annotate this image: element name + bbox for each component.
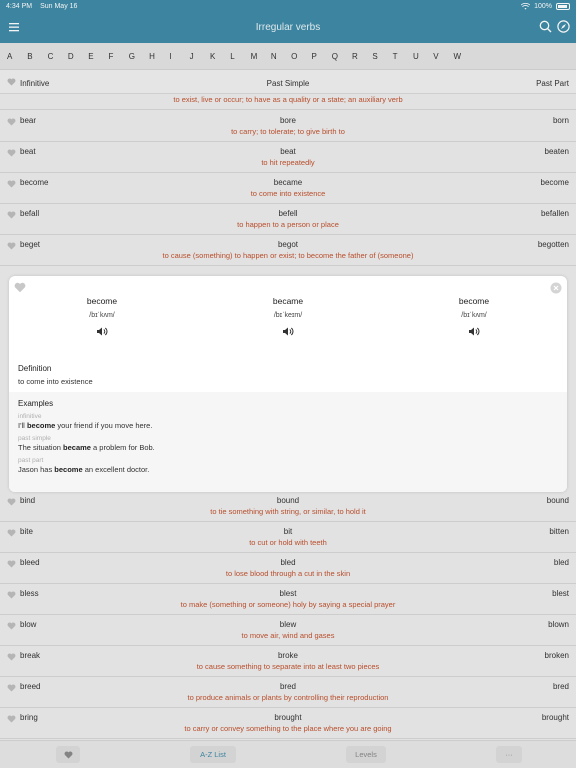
infinitive: beget [20, 240, 41, 249]
letter-o[interactable]: O [291, 51, 298, 61]
example-text: an excellent doctor. [82, 465, 150, 474]
tab-more[interactable]: ··· [496, 746, 522, 763]
past-simple: became [273, 178, 303, 187]
close-icon[interactable] [550, 282, 562, 294]
speaker-icon[interactable] [282, 326, 294, 337]
column-infinitive: Infinitive [20, 79, 50, 88]
letter-r[interactable]: R [352, 51, 358, 61]
letter-j[interactable]: J [189, 51, 194, 61]
past-participle: born [552, 116, 569, 125]
letter-h[interactable]: H [149, 51, 155, 61]
example-verb: become [26, 421, 56, 430]
letter-n[interactable]: N [270, 51, 277, 61]
definition: to produce animals or plants by controlling their reproduction [187, 693, 389, 702]
past-simple: begot [277, 240, 299, 249]
past-participle: bound [546, 496, 569, 505]
definition: to hit repeatedly [261, 158, 315, 167]
example-text: your friend if you move here. [55, 421, 153, 430]
letter-t[interactable]: T [392, 51, 398, 61]
letter-f[interactable]: F [108, 51, 114, 61]
past-participle: become [540, 178, 569, 187]
past-simple: blew [279, 620, 297, 629]
example-sentence [18, 465, 558, 474]
infinitive: blow [20, 620, 37, 629]
example-item [18, 413, 558, 430]
definition: to cut or hold with teeth [249, 538, 327, 547]
example-verb: became [63, 443, 91, 452]
definition-text: to come into existence [18, 377, 93, 386]
letter-w[interactable]: W [453, 51, 462, 61]
speaker-icon[interactable] [468, 326, 480, 337]
past-participle: beaten [544, 147, 569, 156]
infinitive: bleed [20, 558, 40, 567]
example-tag: past part [18, 457, 44, 464]
verb-detail-popup [9, 276, 567, 492]
form-ipa: /bɪˈkeɪm/ [273, 312, 303, 319]
definition: to cause something to separate into at least two pieces [196, 662, 380, 671]
past-participle: begotten [537, 240, 569, 249]
column-past-part: Past Part [536, 79, 569, 88]
past-participle: bred [552, 682, 569, 691]
past-simple: blest [279, 589, 297, 598]
example-sentence [18, 421, 558, 430]
past-simple: brought [274, 713, 302, 722]
definition: to carry; to tolerate; to give birth to [231, 127, 345, 136]
past-simple: bled [280, 558, 296, 567]
past-simple: bit [283, 527, 293, 536]
example-tag: infinitive [18, 413, 42, 420]
past-simple: beat [280, 147, 296, 156]
letter-e[interactable]: E [88, 51, 94, 61]
infinitive: breed [20, 682, 41, 691]
letter-p[interactable]: P [311, 51, 317, 61]
example-text: The situation [18, 443, 64, 452]
past-simple: bound [276, 496, 300, 505]
infinitive: bind [20, 496, 36, 505]
definition-heading: Definition [18, 364, 52, 373]
past-simple: broke [277, 651, 298, 660]
past-participle: broken [544, 651, 569, 660]
letter-v[interactable]: V [433, 51, 439, 61]
page-title: Irregular verbs [255, 22, 321, 33]
infinitive: beat [20, 147, 36, 156]
past-simple: befell [278, 209, 298, 218]
speaker-icon[interactable] [96, 326, 108, 337]
letter-k[interactable]: K [209, 51, 216, 61]
example-text: a problem for Bob. [90, 443, 155, 452]
definition: to lose blood through a cut in the skin [225, 569, 351, 578]
past-participle: blown [548, 620, 569, 629]
form-ipa: /bɪˈkʌm/ [89, 312, 115, 319]
example-text: Jason has [18, 465, 55, 474]
form-past-participle [381, 296, 567, 342]
letter-q[interactable]: Q [331, 51, 338, 61]
status-time: 4:34 PM [6, 2, 33, 10]
form-ipa: /bɪˈkʌm/ [461, 312, 487, 319]
column-past-simple: Past Simple [266, 79, 310, 88]
infinitive: become [20, 178, 49, 187]
definition: to tie something with string, or similar, to hold it [210, 507, 366, 516]
example-text: I'll [18, 421, 27, 430]
letter-m[interactable]: M [250, 51, 258, 61]
past-participle: brought [541, 713, 569, 722]
letter-l[interactable]: L [230, 51, 235, 61]
letter-c[interactable]: C [47, 51, 54, 61]
definition: to move air, wind and gases [241, 631, 335, 640]
infinitive: bless [20, 589, 39, 598]
definition: to make (something or someone) holy by saying a special prayer [180, 600, 396, 609]
past-simple: bore [279, 116, 296, 125]
example-tag: past simple [18, 435, 51, 442]
tab-levels[interactable]: Levels [346, 746, 386, 763]
tab-az-list[interactable]: A-Z List [190, 746, 236, 763]
past-participle: bitten [549, 527, 569, 536]
letter-i[interactable]: I [169, 51, 172, 61]
definition-section [18, 364, 93, 386]
example-item [18, 435, 558, 452]
example-item [18, 457, 558, 474]
status-date: Sun May 16 [40, 2, 78, 10]
letter-s[interactable]: S [372, 51, 378, 61]
example-verb: become [54, 465, 83, 474]
form-infinitive [9, 296, 195, 342]
definition: to exist, live or occur; to have as a quality or a state; an auxiliary verb [173, 95, 403, 104]
past-participle: blest [552, 589, 569, 598]
form-past-simple [195, 296, 381, 342]
form-word: became [272, 296, 304, 306]
battery-percent: 100% [534, 2, 552, 10]
example-sentence [18, 443, 558, 452]
examples-section [9, 392, 567, 492]
definition: to come into existence [250, 189, 326, 198]
infinitive: bite [20, 527, 33, 536]
letter-b[interactable]: B [27, 51, 33, 61]
letter-d[interactable]: D [67, 51, 74, 61]
past-participle: bled [553, 558, 569, 567]
past-simple: bred [279, 682, 296, 691]
letter-a[interactable]: A [7, 51, 13, 61]
examples-heading: Examples [18, 399, 54, 408]
infinitive: bring [20, 713, 38, 722]
infinitive: break [20, 651, 41, 660]
infinitive: bear [20, 116, 37, 125]
definition: to cause (something) to happen or exist; to become the father of (someone) [162, 251, 414, 260]
definition: to carry or convey something to the place where you are going [184, 724, 392, 733]
favorite-heart-icon[interactable] [14, 282, 26, 293]
letter-g[interactable]: G [128, 51, 136, 61]
infinitive: befall [20, 209, 40, 218]
form-word: become [458, 296, 490, 306]
past-participle: befallen [540, 209, 569, 218]
form-word: become [86, 296, 118, 306]
letter-u[interactable]: U [412, 51, 419, 61]
definition: to happen to a person or place [237, 220, 339, 229]
